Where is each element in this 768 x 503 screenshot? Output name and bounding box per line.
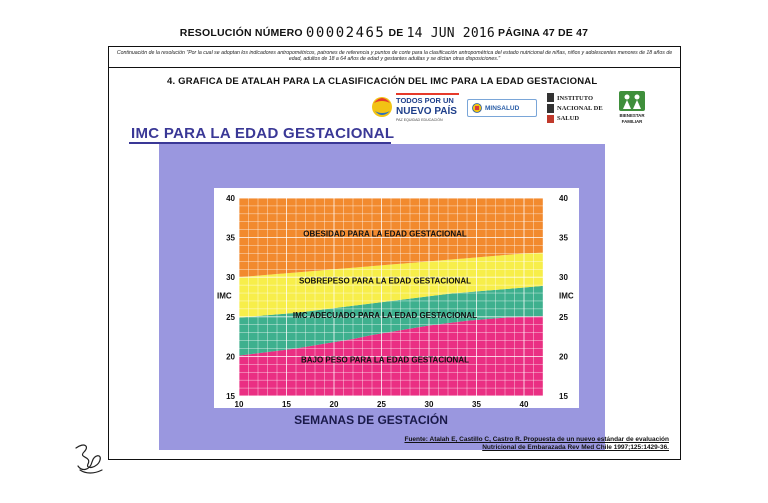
bf-line2: FAMILIAR	[621, 119, 643, 124]
resolution-number: 00002465	[305, 25, 386, 41]
shield-icon	[472, 103, 482, 113]
chart-panel	[159, 144, 605, 450]
bienestar-familiar-logo	[616, 89, 648, 125]
resolution-date: 14 JUN 2016	[406, 26, 495, 41]
zone-label: IMC ADECUADO PARA LA EDAD GESTACIONAL	[292, 311, 478, 321]
x-tick-label: 35	[472, 400, 481, 409]
instituto-nacional-de-salud-logo	[545, 91, 609, 125]
y-tick-label-left: 30	[226, 273, 235, 283]
x-tick-label: 15	[282, 400, 291, 409]
minsalud-logo	[467, 99, 537, 117]
x-axis-label: SEMANAS DE GESTACIÓN	[294, 413, 448, 427]
ins-line2: NACIONAL DE	[557, 105, 603, 112]
y-tick-label-left: 35	[226, 233, 235, 243]
x-tick-label: 10	[234, 400, 244, 409]
y-axis-label-right: IMC	[559, 291, 574, 301]
y-axis-label-left: IMC	[217, 291, 232, 301]
y-tick-label-right: 15	[559, 392, 568, 401]
y-tick-label-right: 25	[559, 312, 568, 322]
chart-title: IMC PARA LA EDAD GESTACIONAL	[131, 125, 395, 142]
continuation-text: Continuación de la resolución "Por la cual se adoptan los indicadores antropométricos, patrones de referencia y puntos de corte para la clasificación antropométrica del estado nutricional de niñas, niños y adolescentes menores de 18 años de edad, adultos de 18 a 64 años de edad y gestantes adultas y se dictan otras disposiciones."	[116, 50, 673, 63]
x-tick-label: 30	[424, 400, 434, 409]
source-citation	[329, 436, 669, 452]
zone-label: SOBREPESO PARA LA EDAD GESTACIONAL	[298, 276, 472, 286]
todos-por-un-nuevo-pais-logo	[371, 89, 461, 125]
y-tick-label-left: 20	[226, 352, 235, 362]
x-tick-label: 20	[329, 400, 339, 409]
minsalud-text: MINSALUD	[485, 104, 520, 112]
ins-line3: SALUD	[557, 115, 580, 122]
de-label: DE	[388, 27, 404, 39]
x-tick-label: 40	[519, 400, 529, 409]
y-tick-label-left: 25	[226, 312, 235, 322]
resolution-label: RESOLUCIÓN NÚMERO	[179, 27, 303, 39]
y-tick-label-right: 40	[559, 194, 568, 203]
todos-line2: NUEVO PAÍS	[396, 106, 457, 117]
page-number: PÁGINA 47 DE 47	[498, 27, 589, 39]
todos-line1: TODOS POR UN	[396, 96, 454, 105]
atalah-chart	[159, 144, 605, 450]
y-tick-label-right: 30	[559, 273, 568, 283]
todos-line3: PAZ EQUIDAD EDUCACIÓN	[396, 118, 443, 122]
y-tick-label-left: 15	[226, 392, 235, 401]
x-tick-label: 25	[377, 400, 386, 409]
source-line2: Nutricional de Embarazada Rev Med Chile 1997;125:1429-36.	[482, 444, 669, 451]
ins-line1: INSTITUTO	[557, 95, 594, 102]
source-line1: Fuente: Atalah E, Castillo C, Castro R. Propuesta de un nuevo estándar de evaluación	[404, 436, 669, 443]
divider	[109, 67, 680, 68]
zone-label: BAJO PESO PARA LA EDAD GESTACIONAL	[300, 355, 470, 365]
section-title: 4. GRAFICA DE ATALAH PARA LA CLASIFICACIÓN DEL IMC PARA LA EDAD GESTACIONAL	[167, 76, 598, 87]
logos-row	[371, 89, 671, 127]
y-tick-label-left: 40	[226, 194, 235, 203]
signature-scribble	[70, 440, 108, 476]
y-tick-label-right: 35	[559, 233, 568, 243]
document-frame	[108, 46, 681, 460]
y-tick-label-right: 20	[559, 352, 568, 362]
zone-label: OBESIDAD PARA LA EDAD GESTACIONAL	[303, 229, 467, 239]
bf-line1: BIENESTAR	[619, 113, 645, 118]
resolution-header	[0, 25, 768, 41]
